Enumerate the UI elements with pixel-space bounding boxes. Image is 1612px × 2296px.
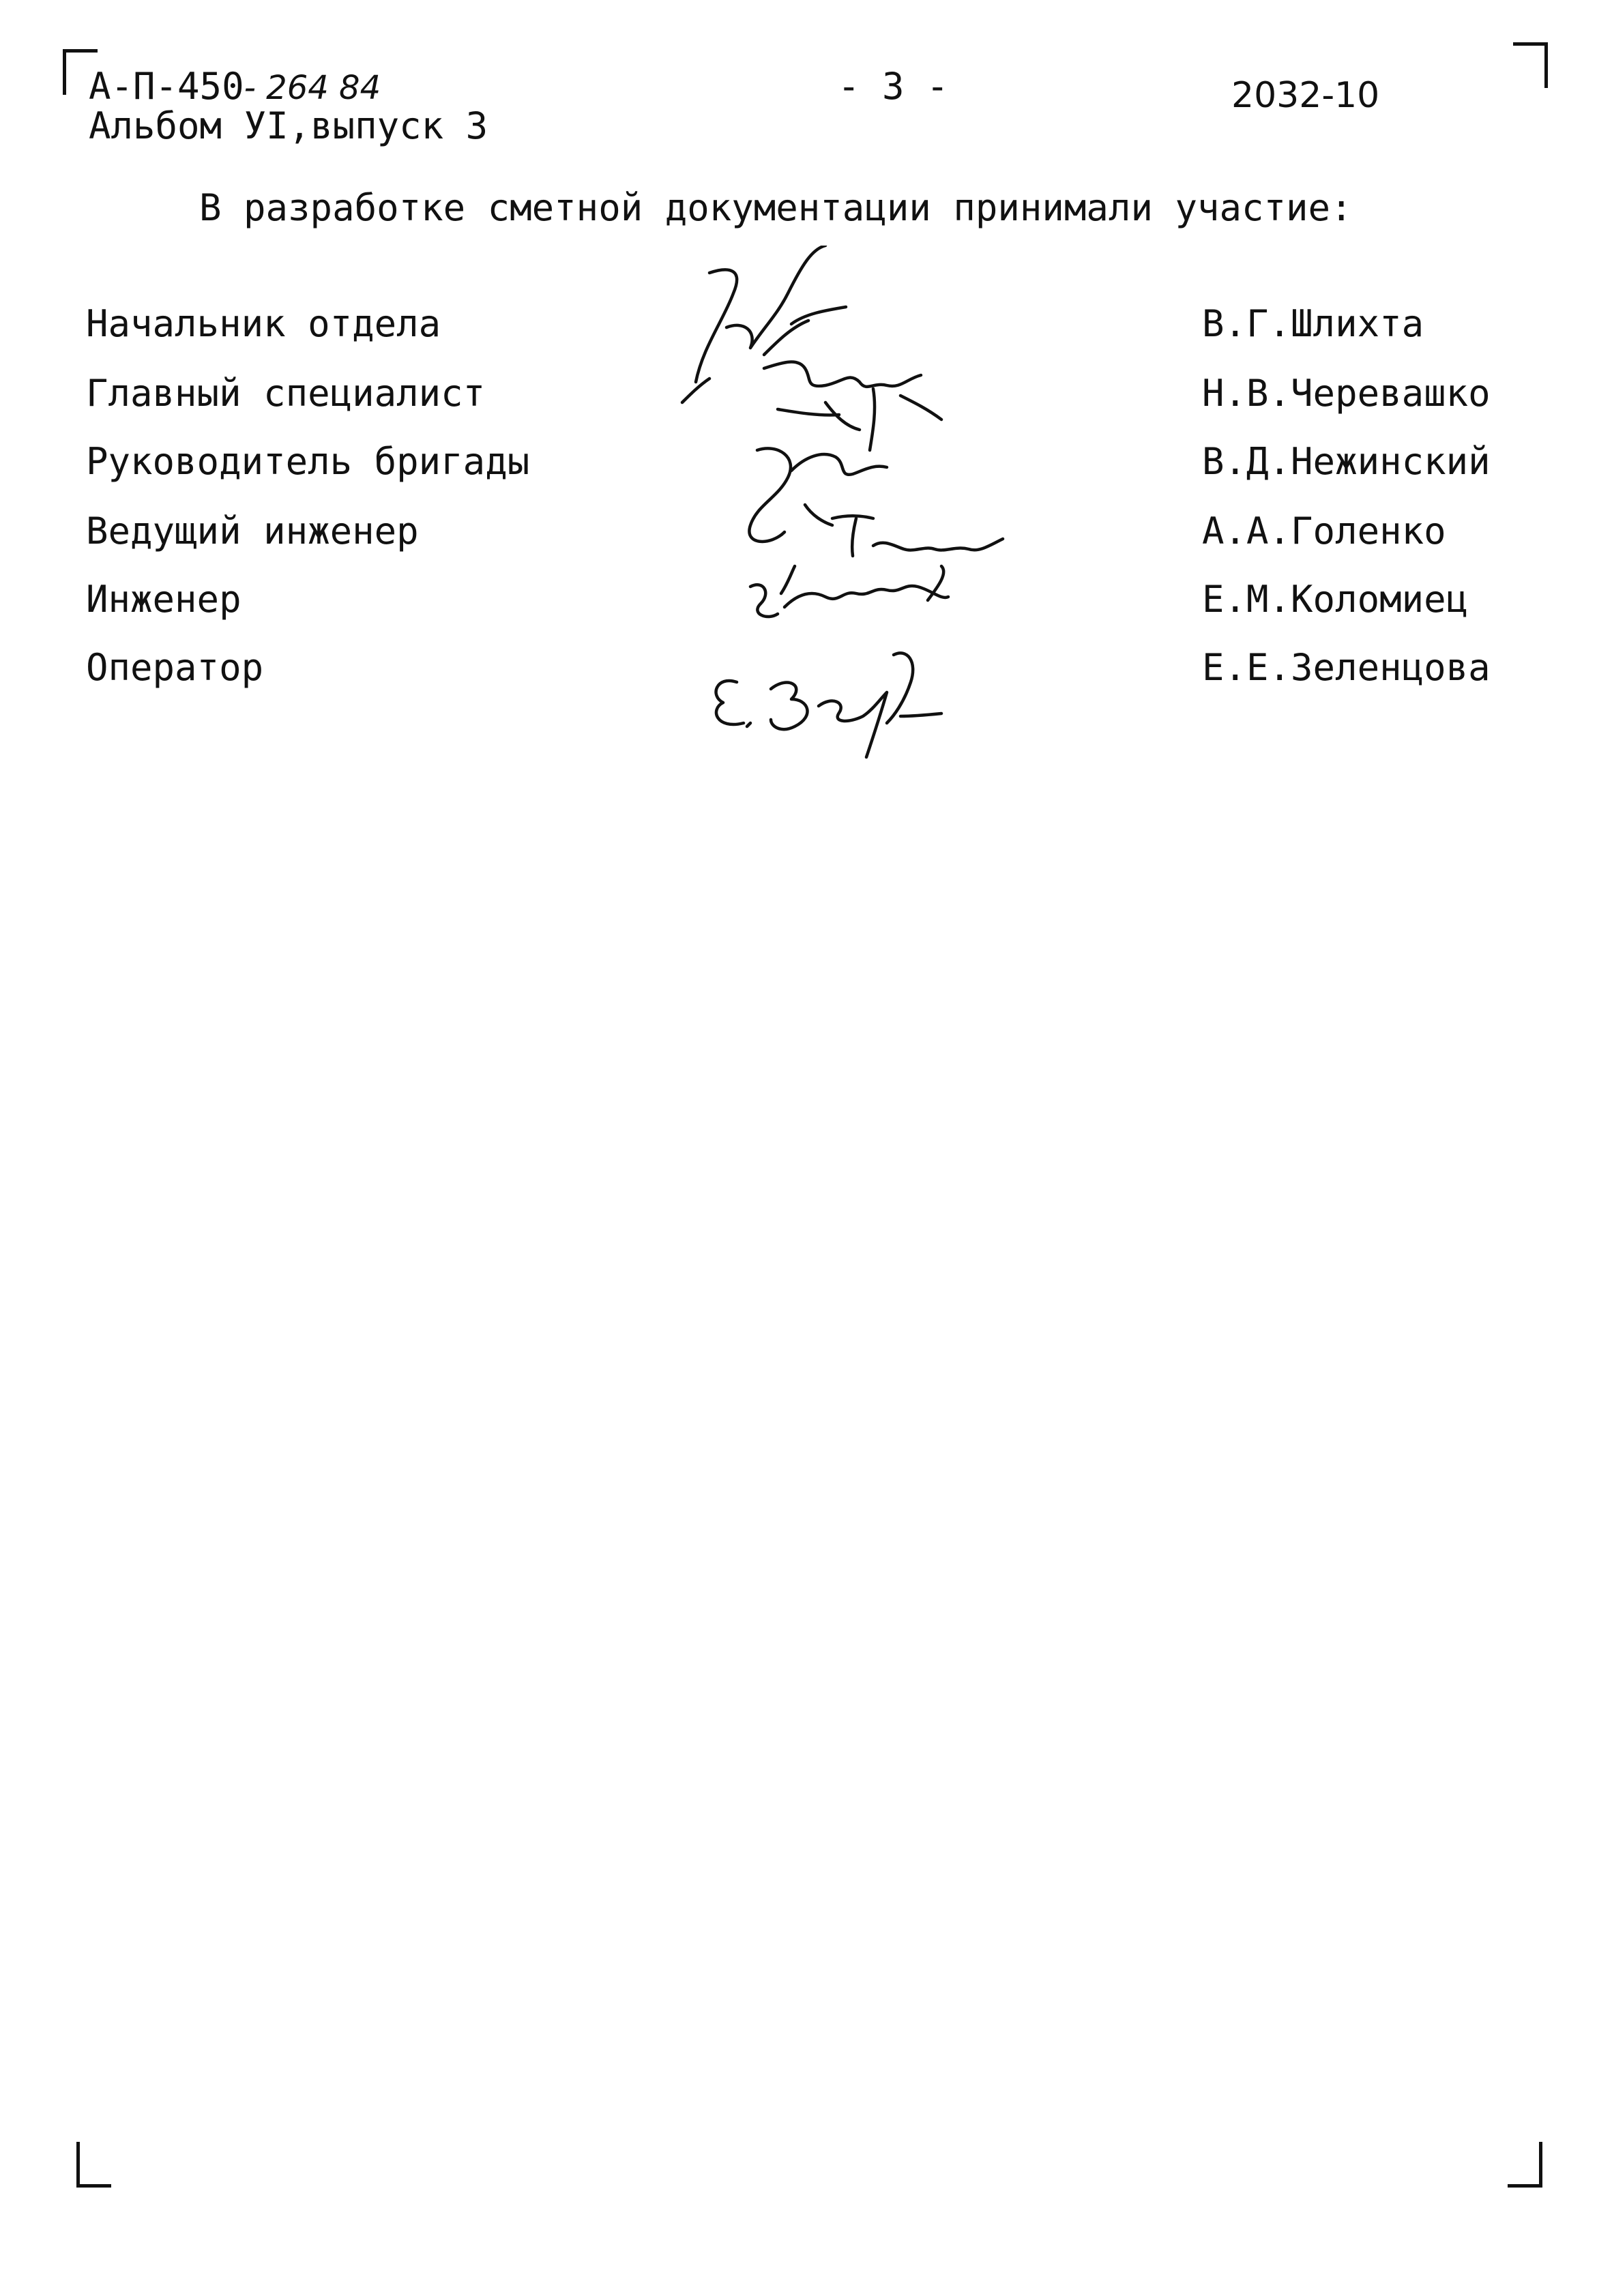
- signature-3: [749, 448, 887, 542]
- signature-2: [764, 362, 941, 450]
- signature-5: [750, 566, 948, 617]
- participant-role: Руководитель бригады: [86, 440, 530, 483]
- corner-mark-bottom-left: [76, 2142, 111, 2188]
- signature-4: [832, 516, 1003, 556]
- archive-number: 2032-10: [1231, 75, 1380, 116]
- participant-name: В.Д.Нежинский: [1202, 440, 1491, 483]
- participant-name: В.Г.Шлихта: [1202, 302, 1424, 345]
- participant-role: Начальник отдела: [86, 302, 441, 345]
- participant-name: Е.Е.Зеленцова: [1202, 646, 1491, 689]
- participant-name: Е.М.Коломиец: [1202, 578, 1469, 621]
- participant-role: Инженер: [86, 578, 241, 621]
- participant-name: Н.В.Черевашко: [1202, 372, 1491, 415]
- document-code-typed: А-П-450: [89, 65, 244, 108]
- signatures: [669, 246, 1037, 764]
- album-issue: Альбом УI,выпуск 3: [89, 104, 488, 147]
- corner-mark-bottom-right: [1508, 2142, 1542, 2188]
- corner-mark-top-right: [1513, 42, 1548, 88]
- participants-heading: В разработке сметной документации принимали участие:: [199, 186, 1353, 229]
- participant-role: Оператор: [86, 646, 264, 689]
- participant-role: Ведущий инженер: [86, 510, 419, 553]
- participant-name: А.А.Голенко: [1202, 510, 1446, 553]
- signature-1: [682, 246, 846, 402]
- signature-6: [716, 653, 941, 757]
- document-code-handwritten: - 264 84: [244, 69, 381, 107]
- document-code: [89, 65, 381, 108]
- participant-role: Главный специалист: [86, 372, 486, 415]
- page-number: - 3 -: [838, 65, 949, 108]
